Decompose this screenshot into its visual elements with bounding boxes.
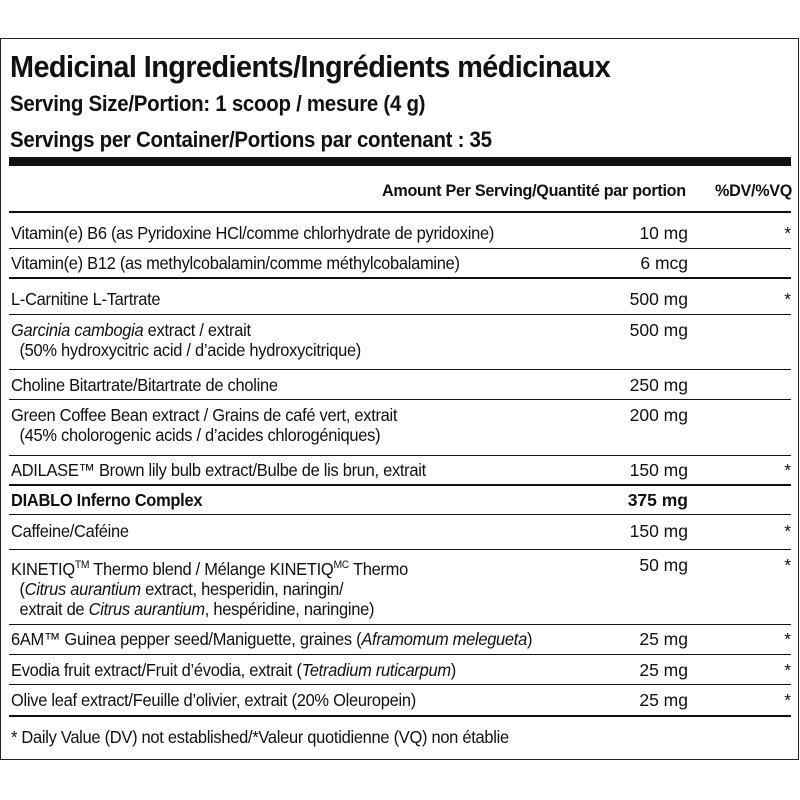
complex-amount: 375 mg (627, 490, 688, 510)
ingredient-amount: 6 mcg (640, 253, 688, 273)
ingredient-amount: 25 mg (639, 690, 688, 710)
dv-marker: * (784, 460, 791, 480)
paren-close: ) (450, 660, 456, 680)
ingredient-amount: 250 mg (629, 375, 688, 395)
ingredient-detail-fr-rest: , hespéridine, naringine) (204, 598, 375, 619)
ingredient-latin-name: Citrus aurantium (88, 598, 205, 619)
ingredient-detail: extract, hesperidin, naringin/ (140, 578, 344, 599)
ingredient-name: Vitamin(e) B12 (as methylcobalamin/comme méthylcobalamine) (11, 253, 460, 273)
dv-marker: * (784, 629, 791, 649)
ingredient-latin-name: Citrus aurantium (24, 578, 141, 599)
row-divider (9, 484, 791, 486)
ingredient-name-line: Green Coffee Bean extract / Grains de café vert, extrait (11, 405, 398, 425)
ingredient-amount: 25 mg (639, 660, 688, 680)
ingredient-name (11, 405, 397, 445)
ingredient-name: Olive leaf extract/Feuille d’olivier, extrait (20% Oleuropein) (11, 690, 416, 710)
dv-marker: * (784, 521, 791, 541)
ingredient-amount: 200 mg (629, 405, 688, 425)
ingredient-name-main: 6AM™ Guinea pepper seed/Maniguette, graines ( (11, 629, 362, 649)
ingredient-amount: 50 mg (639, 555, 688, 575)
ingredient-latin-name: Aframomum melegueta (361, 629, 527, 649)
row-divider (9, 624, 791, 625)
ingredient-name-rest: extract / extrait (143, 320, 251, 340)
blend-name-fr: Thermo blend / Mélange KINETIQ (89, 558, 334, 579)
amount-column-header: Amount Per Serving/Quantité par portion (382, 181, 686, 200)
row-divider (9, 715, 791, 717)
row-divider (9, 514, 791, 515)
blend-name-end: Thermo (348, 558, 408, 579)
ingredient-name: Caffeine/Caféine (11, 521, 129, 541)
serving-size: Serving Size/Portion: 1 scoop / mesure (4 g) (10, 91, 426, 116)
paren-close: ) (526, 629, 533, 649)
dv-column-header: %DV/%VQ (715, 181, 792, 200)
ingredient-amount: 150 mg (629, 460, 688, 480)
dv-marker: * (784, 690, 791, 710)
ingredient-amount: 25 mg (639, 629, 688, 649)
ingredient-name: L-Carnitine L-Tartrate (11, 289, 161, 309)
ingredient-detail: (45% cholorogenic acids / d’acides chlorogéniques) (19, 425, 381, 445)
row-divider (9, 399, 791, 400)
thick-divider (9, 157, 791, 166)
ingredient-amount: 10 mg (639, 223, 688, 243)
ingredient-amount: 500 mg (629, 320, 688, 340)
row-divider (9, 277, 791, 279)
dv-marker: * (784, 289, 791, 309)
row-divider (9, 314, 791, 315)
row-divider (9, 369, 791, 370)
row-divider (9, 248, 791, 249)
dv-footnote: * Daily Value (DV) not established/*Valeur quotidienne (VQ) non établie (11, 727, 509, 747)
ingredient-name (11, 660, 456, 680)
ingredient-latin-name: Garcinia cambogia (11, 320, 144, 340)
ingredient-amount: 150 mg (629, 521, 688, 541)
ingredient-name (11, 320, 361, 360)
blend-name: KINETIQ (11, 558, 75, 579)
ingredient-detail: (50% hydroxycitric acid / d’acide hydroxycitrique) (19, 340, 362, 360)
ingredient-name: ADILASE™ Brown lily bulb extract/Bulbe de lis brun, extrait (11, 460, 426, 480)
ingredient-name (11, 629, 532, 649)
ingredient-detail-fr: extrait de (19, 598, 89, 619)
dv-marker: * (784, 660, 791, 680)
ingredient-name: Choline Bitartrate/Bitartrate de choline (11, 375, 278, 395)
row-divider (9, 654, 791, 655)
row-divider (9, 211, 791, 213)
ingredient-amount: 500 mg (629, 289, 688, 309)
dv-marker: * (784, 223, 791, 243)
row-divider (9, 549, 791, 550)
row-divider (9, 455, 791, 456)
paren-open: ( (19, 578, 25, 599)
ingredient-name-main: Evodia fruit extract/Fruit d’évodia, extrait ( (11, 660, 302, 680)
ingredient-name (11, 555, 408, 619)
panel-title: Medicinal Ingredients/Ingrédients médicinaux (10, 49, 611, 84)
trademark-mark: TM (74, 559, 90, 571)
servings-per-container: Servings per Container/Portions par contenant : 35 (10, 127, 492, 152)
trademark-mark-fr: MC (333, 559, 349, 571)
supplement-facts-panel (0, 38, 799, 760)
row-divider (9, 684, 791, 685)
ingredient-latin-name: Tetradium ruticarpum (301, 660, 451, 680)
ingredient-name: Vitamin(e) B6 (as Pyridoxine HCl/comme chlorhydrate de pyridoxine) (11, 223, 495, 243)
dv-marker: * (784, 555, 791, 575)
complex-name: DIABLO Inferno Complex (11, 490, 203, 510)
